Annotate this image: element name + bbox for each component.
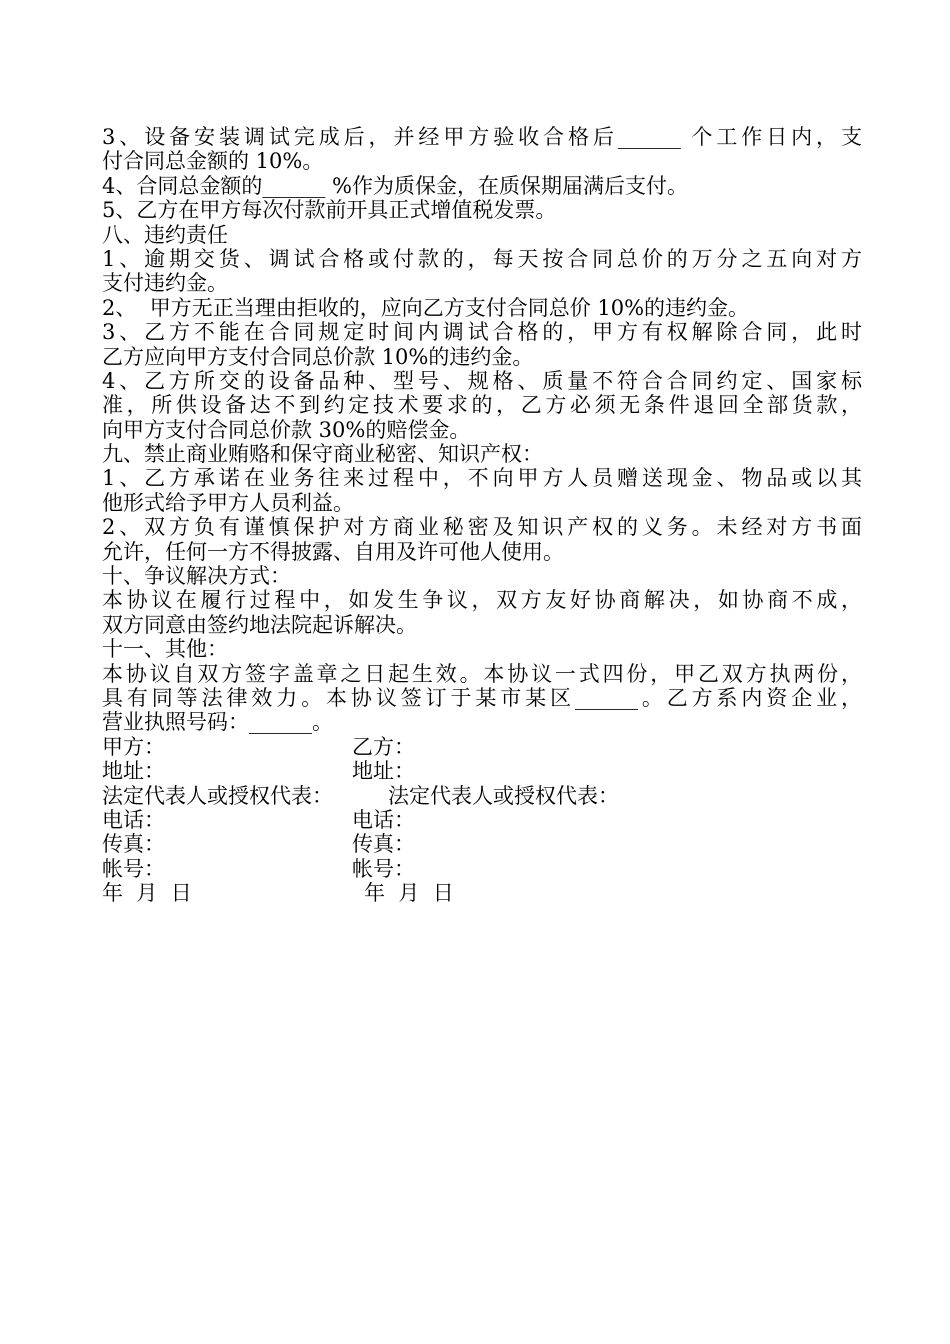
clause-9-2-line-2: 允许，任何一方不得披露、自用及许可他人使用。 [102,539,564,564]
clause-9-1-line-1: 1、乙方承诺在业务往来过程中，不向甲方人员赠送现金、物品或以其 [102,466,862,491]
account-a-label: 帐号： [102,856,165,881]
clause-7-5: 5、乙方在甲方每次付款前开具正式增值税发票。 [102,198,557,223]
section-8-heading: 八、违约责任 [102,222,228,247]
contract-page [102,125,862,906]
clause-8-2: 2、 甲方无正当理由拒收的，应向乙方支付合同总价 10%的违约金。 [102,295,750,320]
clause-8-4-line-1: 4、乙方所交的设备品种、型号、规格、质量不符合合同约定、国家标 [102,368,862,393]
phone-a-label: 电话： [102,807,165,832]
clause-8-3-line-1: 3、乙方不能在合同规定时间内调试合格的，甲方有权解除合同，此时 [102,320,862,345]
clause-9-2-line-1: 2、双方负有谨慎保护对方商业秘密及知识产权的义务。未经对方书面 [102,515,862,540]
clause-8-1-line-2: 支付违约金。 [102,271,228,296]
clause-11-line-1: 本协议自双方签字盖章之日起生效。本协议一式四份，甲乙双方执两份， [102,661,862,686]
clause-7-3-line-2: 付合同总金额的 10%。 [102,149,324,174]
clause-7-3-line-1: 3、设备安装调试完成后，并经甲方验收合格后______ 个工作日内，支 [102,125,862,149]
signature-row-phone [102,808,862,832]
rep-a-label: 法定代表人或授权代表： [102,783,333,808]
signature-row-date [102,881,862,905]
signature-row-account [102,857,862,881]
rep-b-label: 法定代表人或授权代表： [388,783,619,808]
signature-row-representative [102,784,862,808]
phone-b-label: 电话： [352,807,415,832]
fax-b-label: 传真： [352,832,415,857]
signature-row-party [102,735,862,759]
clause-8-3-line-2: 乙方应向甲方支付合同总价款 10%的违约金。 [102,344,534,369]
section-11-heading: 十一、其他： [102,637,228,662]
clause-7-4: 4、合同总金额的______ %作为质保金，在质保期届满后支付。 [102,173,688,198]
clause-8-1-line-1: 1、逾期交货、调试合格或付款的，每天按合同总价的万分之五向对方 [102,246,862,271]
date-a-label: 年 月 日 [102,881,192,906]
clause-8-4-line-3: 向甲方支付合同总价款 30%的赔偿金。 [102,417,471,442]
clause-10-line-2: 双方同意由签约地法院起诉解决。 [102,612,417,637]
account-b-label: 帐号： [352,856,415,881]
address-b-label: 地址： [352,759,415,784]
clause-10-line-1: 本协议在履行过程中，如发生争议，双方友好协商解决，如协商不成， [102,588,862,613]
address-a-label: 地址： [102,759,165,784]
clause-11-line-2: 具有同等法律效力。本协议签订于某市某区______。乙方系内资企业， [102,685,862,710]
clause-9-1-line-2: 他形式给予甲方人员利益。 [102,490,354,515]
section-10-heading: 十、争议解决方式： [102,564,291,589]
clause-8-4-line-2: 准，所供设备达不到约定技术要求的，乙方必须无条件退回全部货款， [102,393,862,418]
signature-row-address [102,759,862,783]
party-a-label: 甲方： [102,734,165,759]
date-b-label: 年 月 日 [364,881,454,906]
fax-a-label: 传真： [102,832,165,857]
party-b-label: 乙方： [352,734,415,759]
signature-row-fax [102,832,862,856]
section-9-heading: 九、禁止商业贿赂和保守商业秘密、知识产权： [102,442,543,467]
clause-11-line-3: 营业执照号码：______。 [102,710,333,735]
